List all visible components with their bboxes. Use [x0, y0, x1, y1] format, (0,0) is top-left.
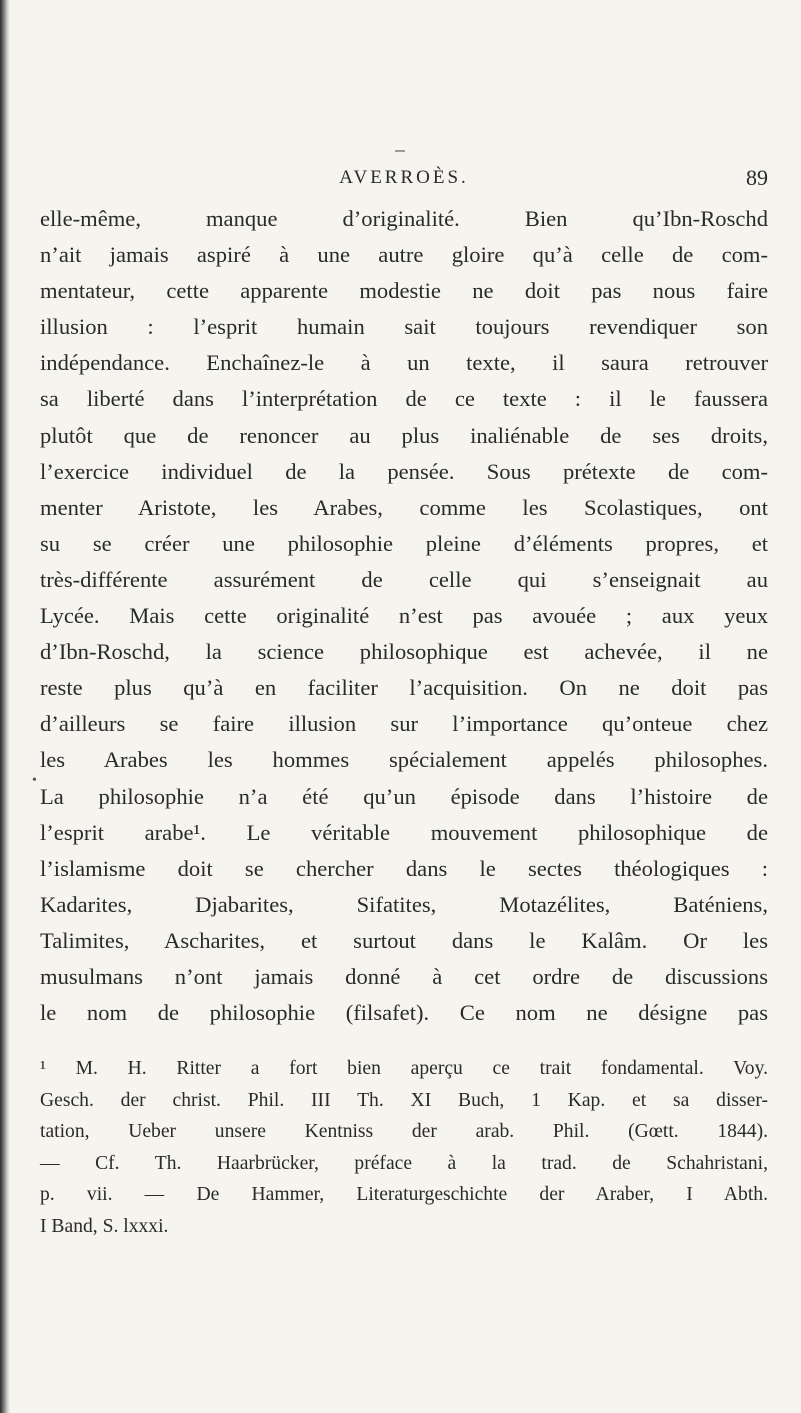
footnote-line: tation, Ueber unsere Kentniss der arab. Phil. (Gœtt. 1844). — [40, 1121, 768, 1143]
body-line: menter Aristote, les Arabes, comme les Scolastiques, ont — [40, 494, 768, 520]
body-line: les Arabes les hommes spécialement appelés philosophes. — [40, 747, 768, 773]
body-line: l’exercice individuel de la pensée. Sous prétexte de com- — [40, 458, 768, 484]
page-header — [40, 165, 768, 195]
page-binding-edge — [0, 0, 10, 1413]
body-line: mentateur, cette apparente modestie ne doit pas nous faire — [40, 278, 768, 304]
footnote-line: Gesch. der christ. Phil. III Th. XI Buch, 1 Kap. et sa disser- — [40, 1089, 768, 1111]
book-page — [40, 165, 768, 1242]
footnote-block — [40, 1053, 768, 1242]
body-line: reste plus qu’à en faciliter l’acquisition. On ne doit pas — [40, 675, 768, 701]
footnote-line: — Cf. Th. Haarbrücker, préface à la trad. de Schahristani, — [40, 1152, 768, 1174]
footnote-line: I Band, S. lxxxi. — [40, 1215, 169, 1237]
body-line: illusion : l’esprit humain sait toujours revendiquer son — [40, 314, 768, 340]
margin-bullet: • — [32, 773, 37, 788]
running-title: AVERROÈS. — [339, 167, 469, 188]
footnote-line: p. vii. — De Hammer, Literaturgeschichte der Araber, I Abth. — [40, 1184, 768, 1206]
body-line: le nom de philosophie (filsafet). Ce nom ne désigne pas — [40, 1000, 768, 1026]
body-line: sa liberté dans l’interprétation de ce texte : il le faussera — [40, 386, 768, 412]
body-line: su se créer une philosophie pleine d’éléments propres, et — [40, 530, 768, 556]
body-line: La philosophie n’a été qu’un épisode dans l’histoire de — [40, 783, 768, 809]
body-line: n’ait jamais aspiré à une autre gloire qu’à celle de com- — [40, 242, 768, 268]
body-line: d’Ibn-Roschd, la science philosophique est achevée, il ne — [40, 639, 768, 665]
body-line: très-différente assurément de celle qui s’enseignait au — [40, 566, 768, 592]
body-line: l’esprit arabe¹. Le véritable mouvement philosophique de — [40, 819, 768, 845]
body-line: Kadarites, Djabarites, Sifatites, Motazélites, Baténiens, — [40, 891, 768, 917]
body-line: l’islamisme doit se chercher dans le sectes théologiques : — [40, 855, 768, 881]
body-paragraph — [40, 201, 768, 1031]
body-line: Talimites, Ascharites, et surtout dans le Kalâm. Or les — [40, 927, 768, 953]
footnote-line: ¹ M. H. Ritter a fort bien aperçu ce trait fondamental. Voy. — [40, 1058, 768, 1080]
body-line: elle-même, manque d’originalité. Bien qu’Ibn-Roschd — [40, 206, 768, 231]
page-number: 89 — [746, 165, 768, 190]
printer-mark — [395, 150, 405, 152]
body-line: Lycée. Mais cette originalité n’est pas avouée ; aux yeux — [40, 603, 768, 629]
body-line: musulmans n’ont jamais donné à cet ordre de discussions — [40, 963, 768, 989]
body-line: d’ailleurs se faire illusion sur l’importance qu’onteue chez — [40, 711, 768, 737]
body-line: plutôt que de renoncer au plus inaliénable de ses droits, — [40, 422, 768, 448]
body-line: indépendance. Enchaînez-le à un texte, il saura retrouver — [40, 350, 768, 376]
